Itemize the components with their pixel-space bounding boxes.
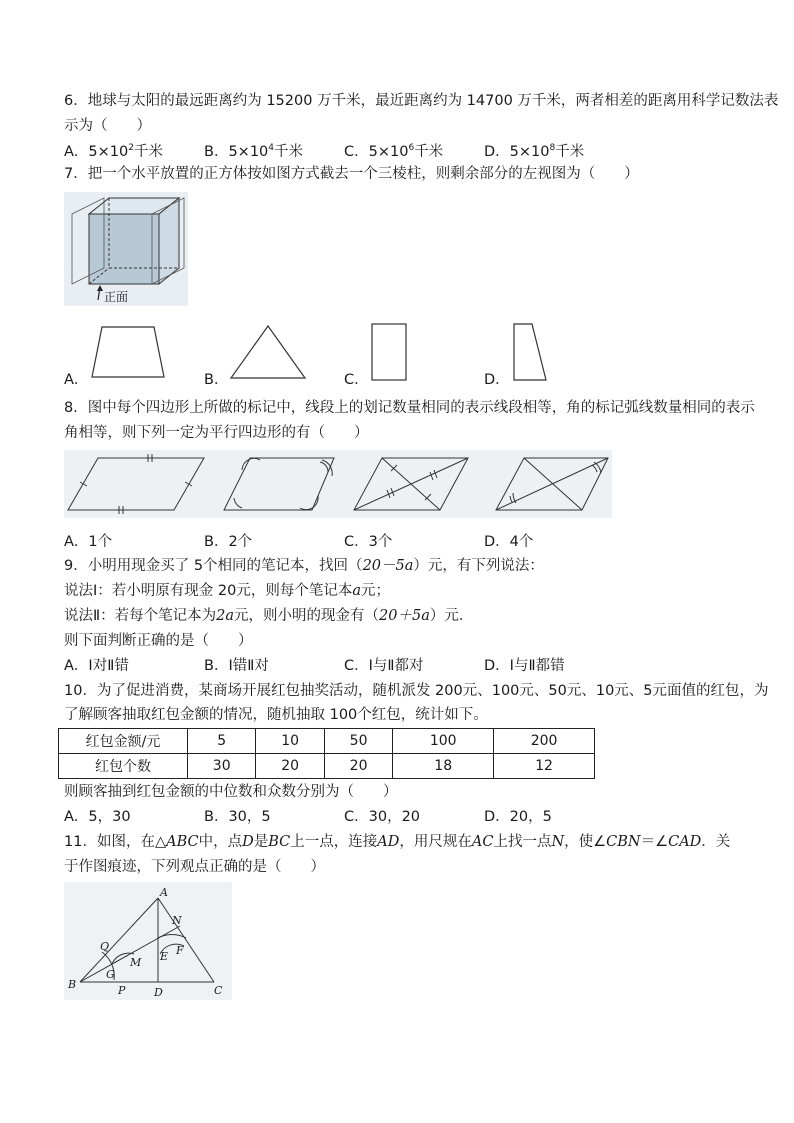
- table-cell: 12: [494, 754, 595, 779]
- q10-stem-line2: 了解顾客抽取红包金额的情况，随机抽取 100个红包，统计如下。: [64, 707, 488, 723]
- table-header-cell: 红包金额/元: [59, 729, 188, 754]
- q7-front-label: 正面: [104, 290, 129, 304]
- q6-stem-line2: 示为（ ）: [64, 118, 151, 134]
- q7-option-a-label[interactable]: A．: [64, 372, 89, 388]
- q10-question: 则顾客抽到红包金额的中位数和众数分别为（ ）: [64, 784, 398, 800]
- q6-option-c[interactable]: C．$5\times 10^6$千米: [344, 143, 444, 160]
- table-cell: 100: [393, 729, 494, 754]
- q9-option-c[interactable]: C．Ⅰ与Ⅱ都对: [344, 658, 424, 674]
- q6-stem-line1: 6．地球与太阳的最远距离约为 15200 万千米，最近距离约为 14700 万千米，两者相差的距离用科学记数法表: [64, 93, 779, 109]
- table-cell: 200: [494, 729, 595, 754]
- q10-option-b[interactable]: B．30，5: [204, 809, 271, 825]
- label-a: A: [160, 886, 168, 899]
- q11-triangle-figure: [64, 882, 232, 1000]
- q9-option-a[interactable]: A．Ⅰ对Ⅱ错: [64, 658, 129, 674]
- q8-option-d[interactable]: D．4个: [484, 534, 534, 550]
- table-cell: 20: [256, 754, 324, 779]
- q9-stem: 9．小明用现金买了 5个相同的笔记本，找回（20－5a）元，有下列说法：: [64, 558, 544, 574]
- q7-option-d-trapezoid[interactable]: [506, 320, 552, 384]
- q8-stem-line1: 8．图中每个四边形上所做的标记中，线段上的划记数量相同的表示线段相等，角的标记弧线数量相同的表示: [64, 400, 755, 416]
- label-f: F: [176, 944, 184, 957]
- q7-option-c-rectangle[interactable]: [366, 320, 412, 384]
- q7-option-b-triangle[interactable]: [228, 322, 308, 382]
- q8-option-a[interactable]: A．1个: [64, 534, 113, 550]
- q7-option-a-trapezoid[interactable]: [88, 322, 168, 382]
- q8-stem-line2: 角相等，则下列一定为平行四边形的有（ ）: [64, 425, 369, 441]
- table-cell: 10: [256, 729, 324, 754]
- label-n: N: [172, 914, 182, 927]
- q9-option-b[interactable]: B．Ⅰ错Ⅱ对: [204, 658, 269, 674]
- q11-stem-line1: 11．如图，在△ABC中，点D是BC上一点，连接AD，用尺规在AC上找一点N，使∠CBN＝∠CAD．关: [64, 834, 731, 850]
- q6-option-a[interactable]: A．$5\times 10^2$千米: [64, 143, 163, 160]
- q10-stem-line1: 10．为了促进消费，某商场开展红包抽奖活动，随机派发 200元、100元、50元、10元、5元面值的红包，为: [64, 683, 769, 699]
- q7-option-d-label[interactable]: D．: [484, 372, 510, 388]
- q10-stats-table: [58, 728, 595, 779]
- q9-question: 则下面判断正确的是（ ）: [64, 633, 253, 649]
- q10-option-c[interactable]: C．30，20: [344, 809, 421, 825]
- table-row: [59, 729, 595, 754]
- label-d: D: [154, 986, 163, 999]
- label-q: Q: [100, 940, 110, 953]
- q10-option-a[interactable]: A．5，30: [64, 809, 131, 825]
- q6-option-b[interactable]: B．$5\times 10^4$千米: [204, 143, 304, 160]
- q7-stem: 7．把一个水平放置的正方体按如图方式截去一个三棱柱，则剩余部分的左视图为（ ）: [64, 166, 639, 182]
- q8-option-b[interactable]: B．2个: [204, 534, 253, 550]
- q9-statement-1: 说法Ⅰ：若小明原有现金 20元，则每个笔记本a元；: [64, 583, 390, 599]
- table-cell: 20: [324, 754, 392, 779]
- label-b: B: [68, 978, 77, 991]
- q7-option-c-label[interactable]: C．: [344, 372, 369, 388]
- q11-stem-line2: 于作图痕迹，下列观点正确的是（ ）: [64, 859, 325, 875]
- table-cell: 30: [188, 754, 256, 779]
- table-header-cell: 红包个数: [59, 754, 188, 779]
- label-p: P: [118, 984, 126, 997]
- q8-option-c[interactable]: C．3个: [344, 534, 393, 550]
- q10-option-d[interactable]: D．20，5: [484, 809, 552, 825]
- label-g: G: [106, 968, 115, 981]
- q7-cube-figure: [64, 192, 188, 306]
- q6-option-d[interactable]: D．$5\times 10^8$千米: [484, 143, 585, 160]
- q9-statement-2: 说法Ⅱ：若每个笔记本为2a元，则小明的现金有（20＋5a）元．: [64, 608, 474, 624]
- table-cell: 18: [393, 754, 494, 779]
- q8-quadrilaterals: [64, 450, 612, 518]
- label-e: E: [160, 950, 169, 963]
- q7-option-b-label[interactable]: B．: [204, 372, 229, 388]
- table-cell: 50: [324, 729, 392, 754]
- label-m: M: [130, 956, 142, 969]
- table-row: [59, 754, 595, 779]
- q9-option-d[interactable]: D．Ⅰ与Ⅱ都错: [484, 658, 565, 674]
- table-cell: 5: [188, 729, 256, 754]
- label-c: C: [214, 984, 223, 997]
